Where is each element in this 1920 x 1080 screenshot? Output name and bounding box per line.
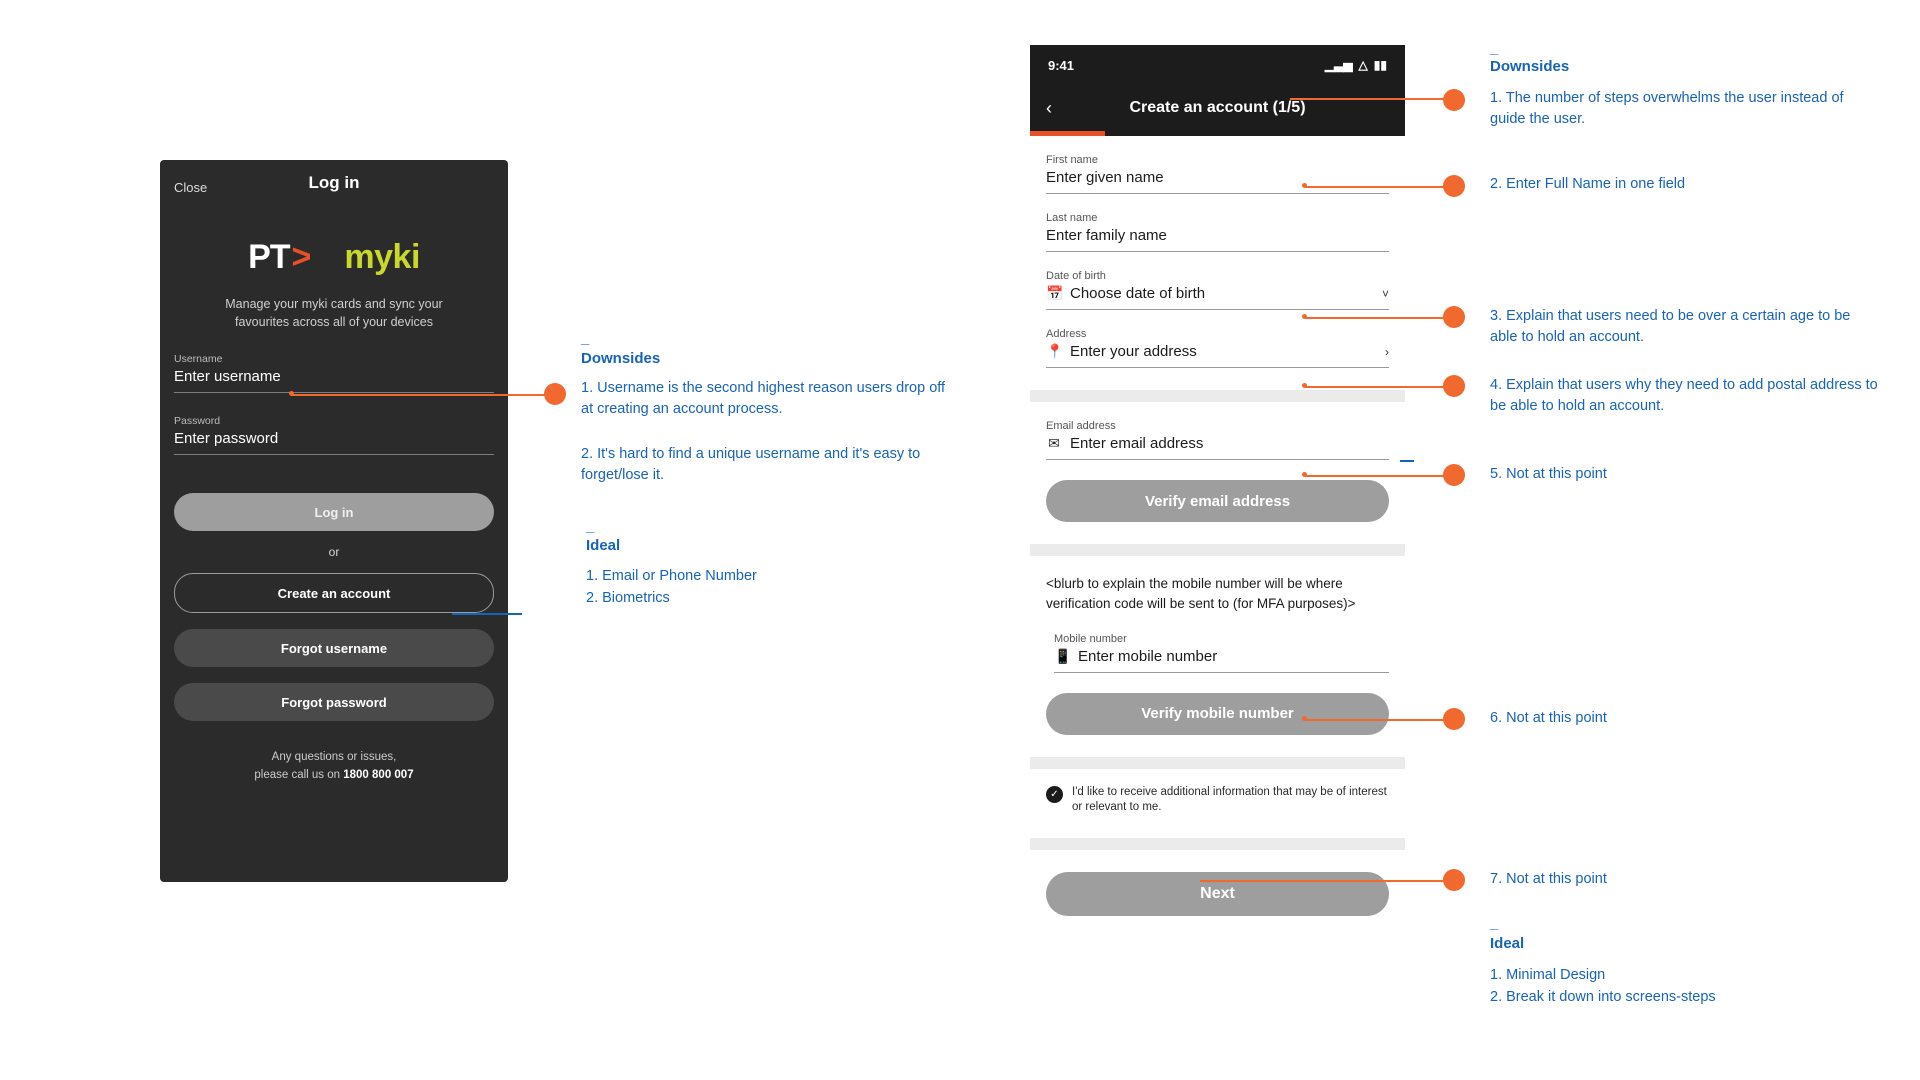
or-divider-label: or	[328, 545, 340, 560]
username-label: Username	[174, 353, 223, 366]
right-downsides-dash: _	[1490, 40, 1499, 57]
leader-line-1	[1290, 98, 1445, 100]
verify-email-button[interactable]: Verify email address	[1046, 480, 1389, 522]
log-in-button[interactable]: Log in	[174, 493, 494, 531]
login-screen-mockup	[160, 160, 508, 882]
last-name-value: Enter family name	[1046, 227, 1167, 244]
password-label: Password	[174, 415, 221, 428]
login-footer-line2: please call us on	[254, 768, 344, 781]
create-account-screen-mockup	[1030, 45, 1405, 995]
first-name-value: Enter given name	[1046, 169, 1164, 186]
leader-line-5	[1305, 475, 1445, 477]
password-input[interactable]: Enter password	[174, 430, 494, 455]
right-downside-item-6: 6. Not at this point	[1490, 710, 1607, 726]
mobile-phone-icon: 📱	[1054, 647, 1072, 664]
right-downsides-heading: Downsides	[1490, 58, 1570, 75]
left-ideal-item-2: 2. Biometrics	[586, 590, 670, 606]
callout-dot-left-1	[544, 383, 566, 405]
right-downside-item-4: 4. Explain that users why they need to add postal address to be able to hold an account.	[1490, 377, 1878, 414]
first-name-field[interactable]	[1046, 154, 1389, 194]
callout-dot-right-1	[1443, 89, 1465, 111]
left-downside-item-1: 1. Username is the second highest reason users drop off at creating an account process.	[581, 380, 946, 417]
login-footer-line1: Any questions or issues,	[271, 751, 397, 764]
email-label: Email address	[1046, 420, 1116, 432]
location-pin-icon: 📍	[1046, 343, 1064, 359]
mobile-section	[1030, 633, 1405, 673]
leader-line-3	[1305, 317, 1445, 319]
status-icon-group	[1325, 58, 1387, 72]
next-button[interactable]: Next	[1046, 872, 1389, 916]
date-of-birth-value: Choose date of birth	[1070, 285, 1206, 302]
address-value: Enter your address	[1070, 343, 1197, 360]
forgot-password-button[interactable]: Forgot password	[174, 683, 494, 721]
chevron-right-icon[interactable]: ›	[1385, 344, 1389, 359]
mobile-number-field[interactable]	[1054, 633, 1389, 673]
pt-logo	[248, 238, 310, 277]
callout-dot-right-7	[1443, 869, 1465, 891]
login-footer	[190, 749, 478, 784]
email-field[interactable]	[1046, 420, 1389, 460]
address-field[interactable]	[1046, 328, 1389, 368]
callout-dot-right-6	[1443, 708, 1465, 730]
close-button[interactable]: Close	[174, 180, 208, 195]
mobile-number-value: Enter mobile number	[1078, 647, 1218, 665]
wifi-icon: △	[1358, 58, 1368, 72]
leader-endpoint-3	[1302, 314, 1307, 319]
last-name-field[interactable]	[1046, 212, 1389, 252]
date-of-birth-field[interactable]	[1046, 270, 1389, 310]
section-divider-4	[1030, 838, 1405, 850]
status-bar	[1030, 45, 1405, 85]
create-account-button[interactable]: Create an account	[174, 573, 494, 613]
callout-dot-right-5	[1443, 464, 1465, 486]
leader-endpoint-5	[1302, 472, 1307, 477]
section-divider-1	[1030, 390, 1405, 402]
right-ideal-heading: Ideal	[1490, 935, 1525, 952]
left-downsides-heading: Downsides	[581, 350, 661, 367]
left-downside-item-2: 2. It's hard to find a unique username and it's easy to forget/lose it.	[581, 446, 921, 483]
leader-line-2	[1305, 186, 1445, 188]
right-ideal-dash: _	[1490, 915, 1499, 932]
envelope-icon: ✉	[1048, 435, 1060, 451]
mobile-number-input[interactable]	[1054, 648, 1389, 673]
leader-line-7	[1200, 880, 1445, 882]
blue-connector-create-account	[452, 613, 522, 615]
left-ideal-item-1: 1. Email or Phone Number	[586, 568, 757, 584]
chevron-left-icon[interactable]: ‹	[1046, 97, 1052, 118]
leader-line-4	[1305, 386, 1445, 388]
progress-bar	[1030, 131, 1405, 136]
progress-bar-fill	[1030, 131, 1105, 136]
username-field[interactable]	[174, 331, 494, 393]
verify-mobile-button[interactable]: Verify mobile number	[1046, 693, 1389, 735]
marketing-consent-label: I'd like to receive additional information that may be of interest or relevant to me.	[1072, 785, 1387, 814]
left-ideal-dash: _	[586, 518, 595, 535]
last-name-label: Last name	[1046, 212, 1098, 224]
mfa-blurb: <blurb to explain the mobile number will be where verification code will be sent to (for MFA purposes)>	[1046, 576, 1356, 612]
marketing-consent-row[interactable]	[1046, 785, 1389, 816]
address-input[interactable]	[1046, 343, 1389, 368]
pt-logo-text: PT	[248, 238, 290, 276]
email-value: Enter email address	[1070, 435, 1204, 452]
right-ideal-item-2: 2. Break it down into screens-steps	[1490, 989, 1716, 1005]
right-downside-item-1: 1. The number of steps overwhelms the user instead of guide the user.	[1490, 90, 1844, 127]
right-ideal-item-1: 1. Minimal Design	[1490, 967, 1606, 983]
nav-bar	[1030, 85, 1405, 131]
support-phone-number: 1800 800 007	[343, 768, 414, 781]
login-subtitle: Manage your myki cards and sync your favourites across all of your devices	[225, 297, 443, 330]
date-of-birth-label: Date of birth	[1046, 270, 1106, 282]
date-of-birth-input[interactable]	[1046, 285, 1389, 310]
email-section	[1030, 420, 1405, 460]
checkmark-icon[interactable]: ✓	[1046, 786, 1063, 803]
blue-tick-email	[1400, 460, 1414, 462]
right-downside-item-3: 3. Explain that users need to be over a certain age to be able to hold an account.	[1490, 308, 1851, 345]
username-input[interactable]: Enter username	[174, 368, 494, 393]
address-label: Address	[1046, 328, 1087, 340]
leader-endpoint-username	[289, 391, 294, 396]
mobile-number-label: Mobile number	[1054, 632, 1127, 645]
calendar-icon: 📅	[1046, 285, 1064, 301]
leader-line-username	[292, 394, 547, 396]
myki-logo: myki	[344, 238, 420, 276]
callout-dot-right-3	[1443, 306, 1465, 328]
right-downside-item-2: 2. Enter Full Name in one field	[1490, 176, 1686, 192]
section-divider-2	[1030, 544, 1405, 556]
create-account-title: Create an account (1/5)	[1129, 99, 1306, 116]
right-downside-item-5: 5. Not at this point	[1490, 466, 1607, 482]
first-name-label: First name	[1046, 154, 1098, 166]
cellular-signal-icon: ▁▃▅	[1324, 58, 1353, 72]
leader-endpoint-4	[1302, 383, 1307, 388]
last-name-input[interactable]	[1046, 227, 1389, 252]
leader-endpoint-6	[1302, 716, 1307, 721]
section-divider-3	[1030, 757, 1405, 769]
callout-dot-right-4	[1443, 375, 1465, 397]
forgot-username-button[interactable]: Forgot username	[174, 629, 494, 667]
callout-dot-right-2	[1443, 175, 1465, 197]
brand-logo	[160, 238, 508, 277]
chevron-down-icon[interactable]: ˅	[1381, 286, 1389, 301]
email-input[interactable]	[1046, 435, 1389, 460]
left-ideal-heading: Ideal	[586, 537, 621, 554]
status-time: 9:41	[1048, 57, 1075, 73]
login-title: Log in	[308, 173, 360, 192]
leader-line-6	[1305, 719, 1445, 721]
login-top-bar	[160, 160, 508, 218]
right-downside-item-7: 7. Not at this point	[1490, 871, 1607, 887]
pt-arrow-icon: >	[291, 238, 311, 276]
battery-icon: ▮▮	[1373, 58, 1387, 72]
password-field[interactable]	[174, 393, 494, 455]
left-downsides-dash: _	[581, 330, 590, 347]
first-name-input[interactable]	[1046, 169, 1389, 194]
leader-endpoint-2	[1302, 183, 1307, 188]
